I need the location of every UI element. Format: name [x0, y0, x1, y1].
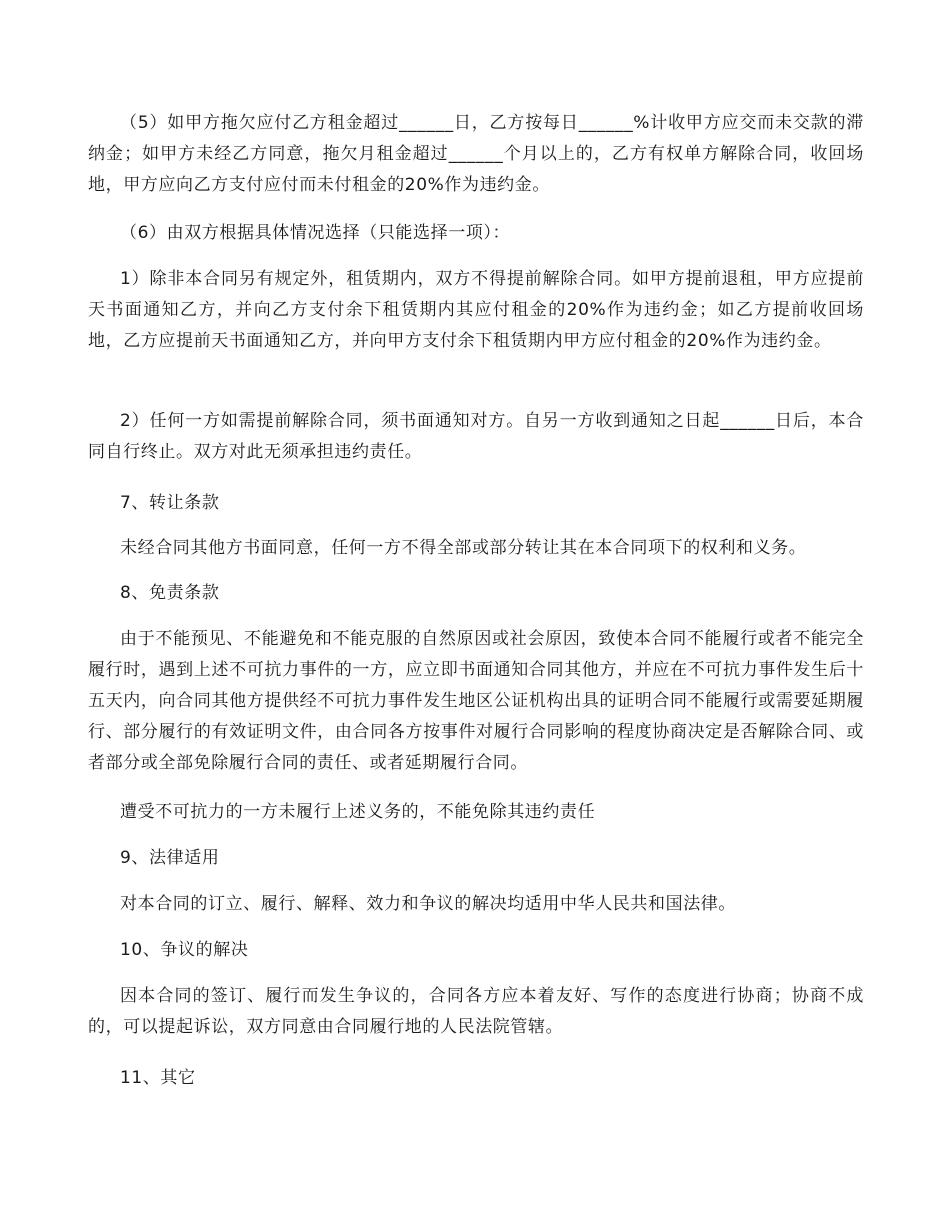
section-9-heading: 9、法律适用	[120, 848, 220, 868]
section-10-heading: 10、争议的解决	[120, 940, 249, 960]
section-11-heading: 11、其它	[120, 1068, 196, 1088]
section-8-note: 遭受不可抗力的一方未履行上述义务的，不能免除其违约责任	[120, 802, 596, 822]
clause-6-option-1: 1）除非本合同另有规定外，租赁期内，双方不得提前解除合同。如甲方提前退租，甲方应提前天书面通知乙方，并向乙方支付余下租赁期内其应付租金的20%作为违约金；如乙方提前收回场地，乙方应提前天书面通知乙方，并向甲方支付余下租赁期内甲方应付租金的20%作为违约金。	[88, 269, 864, 351]
section-9-text: 对本合同的订立、履行、解释、效力和争议的解决均适用中华人民共和国法律。	[120, 894, 736, 914]
clause-5-late-payment: （5）如甲方拖欠应付乙方租金超过______日，乙方按每日______%计收甲方应交而未交款的滞纳金；如甲方未经乙方同意，拖欠月租金超过______个月以上的，乙方有权单方解除合同，收回场地，甲方应向乙方支付应付而未付租金的20%作为违约金。	[88, 113, 864, 195]
clause-6-option-2: 2）任何一方如需提前解除合同，须书面通知对方。自另一方收到通知之日起______日后，本合同自行终止。双方对此无须承担违约责任。	[88, 411, 864, 462]
section-8-text: 由于不能预见、不能避免和不能克服的自然原因或社会原因，致使本合同不能履行或者不能完全履行时，遇到上述不可抗力事件的一方，应立即书面通知合同其他方，并应在不可抗力事件发生后十五天内，向合同其他方提供经不可抗力事件发生地区公证机构出具的证明合同不能履行或需要延期履行、部分履行的有效证明文件，由合同各方按事件对履行合同影响的程度协商决定是否解除合同、或者部分或全部免除履行合同的责任、或者延期履行合同。	[88, 629, 864, 773]
clause-6-heading: （6）由双方根据具体情况选择（只能选择一项）：	[120, 223, 511, 243]
section-8-heading: 8、免责条款	[120, 583, 220, 603]
section-7-text: 未经合同其他方书面同意，任何一方不得全部或部分转让其在本合同项下的权利和义务。	[120, 538, 807, 558]
section-7-heading: 7、转让条款	[120, 493, 220, 513]
section-10-text: 因本合同的签订、履行而发生争议的，合同各方应本着友好、写作的态度进行协商；协商不成的，可以提起诉讼，双方同意由合同履行地的人民法院管辖。	[88, 986, 864, 1037]
